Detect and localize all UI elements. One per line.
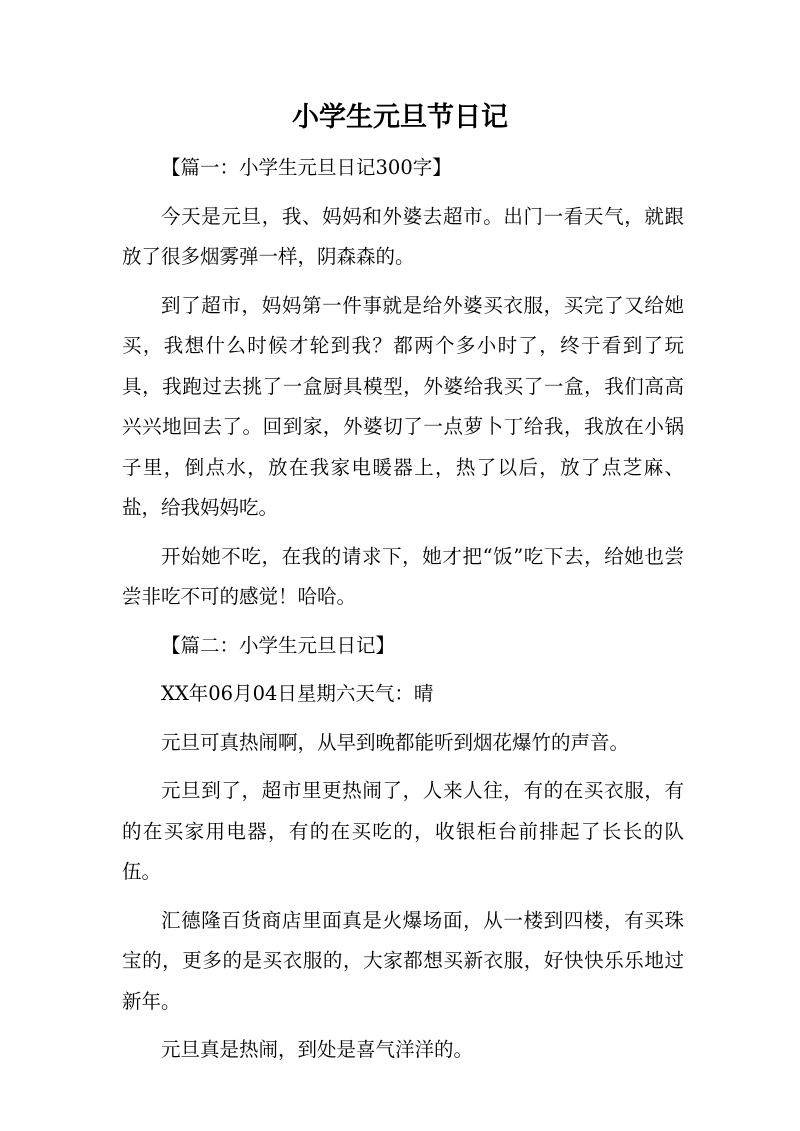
paragraph: 元旦可真热闹啊，从早到晚都能听到烟花爆竹的声音。 [161,730,630,754]
paragraph: 今天是元旦，我、妈妈和外婆去超市。出门一看天气，就跟放了很多烟雾弹一样，阴森森的。 [122,204,684,268]
paragraph: 汇德隆百货商店里面真是火爆场面，从一楼到四楼，有买珠宝的，更多的是买衣服的，大家都想买新衣服，好快快乐乐地过新年。 [122,908,684,1013]
paragraph: 元旦到了，超市里更热闹了，人来人往，有的在买衣服，有的在买家用电器，有的在买吃的，收银柜台前排起了长长的队伍。 [122,779,684,883]
paragraph: 元旦真是热闹，到处是喜气洋洋的。 [161,1038,474,1061]
section-heading-1: 【篇一：小学生元旦日记300字】 [161,156,452,179]
paragraph: 开始她不吃，在我的请求下，她才把“饭”吃下去，给她也尝尝非吃不可的感觉！哈哈。 [122,544,684,608]
document-title: 小学生元旦节日记 [292,102,508,133]
paragraph: 到了超市，妈妈第一件事就是给外婆买衣服，买完了又给她买，我想什么时候才轮到我？都两个多小时了，终于看到了玩具，我跑过去挑了一盒厨具模型，外婆给我买了一盒，我们高高兴兴地回去了。回到家，外婆切了一点萝卜丁给我，我放在小锅子里，倒点水，放在我家电暖器上，热了以后，放了点芝麻、盐，给我妈妈吃。 [122,293,684,519]
document-body [122,148,684,1079]
section-heading-2: 【篇二：小学生元旦日记】 [161,633,396,657]
diary-date-line: XX年06月04日星期六天气：晴 [161,682,434,705]
